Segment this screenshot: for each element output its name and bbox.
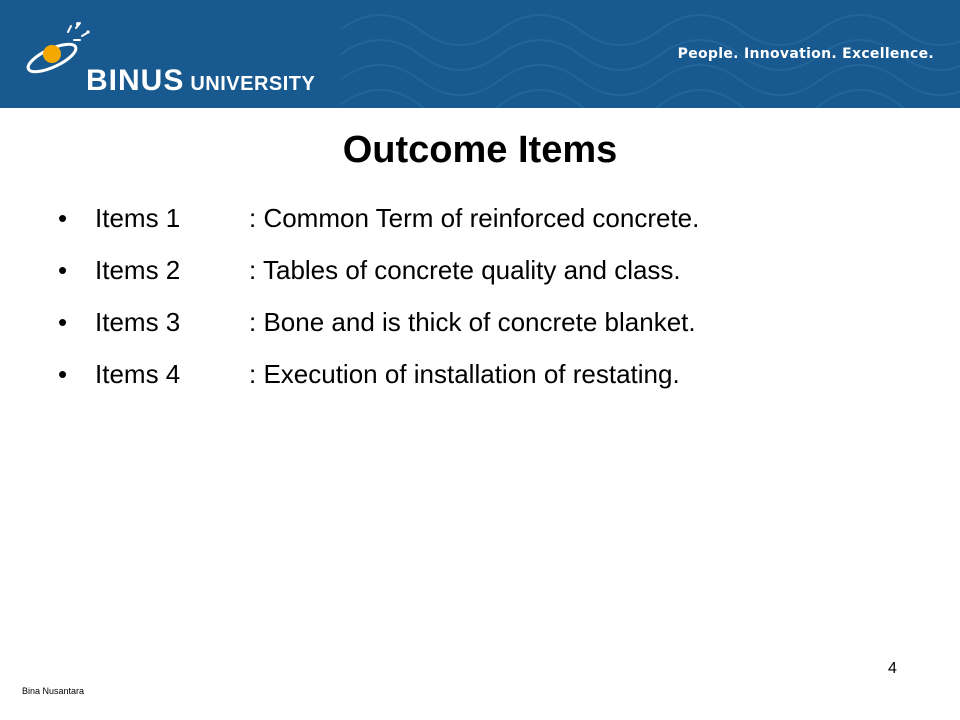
item-label: Items 1 <box>95 203 181 233</box>
bullet-icon: • <box>58 307 68 337</box>
item-description: : Bone and is thick of concrete blanket. <box>249 307 696 337</box>
item-description: : Tables of concrete quality and class. <box>249 255 681 285</box>
binus-logo <box>18 14 316 98</box>
logo-secondary-text: UNIVERSITY <box>190 73 316 95</box>
bullet-icon: • <box>58 255 68 285</box>
logo-primary-text: BINUS <box>86 64 185 97</box>
header-tagline: People. Innovation. Excellence. <box>677 46 934 62</box>
bullet-icon: • <box>58 203 68 233</box>
slide-title: Outcome Items <box>342 129 618 171</box>
item-description: : Execution of installation of restating. <box>249 359 680 389</box>
item-label: Items 3 <box>95 307 181 337</box>
page-number: 4 <box>888 660 897 677</box>
footer-organization: Bina Nusantara <box>22 686 85 696</box>
logo-wordmark <box>86 66 315 99</box>
item-description: : Common Term of reinforced concrete. <box>249 203 700 233</box>
bullet-icon: • <box>58 359 68 389</box>
item-label: Items 2 <box>95 255 181 285</box>
item-label: Items 4 <box>95 359 181 389</box>
slide-header <box>0 0 960 108</box>
